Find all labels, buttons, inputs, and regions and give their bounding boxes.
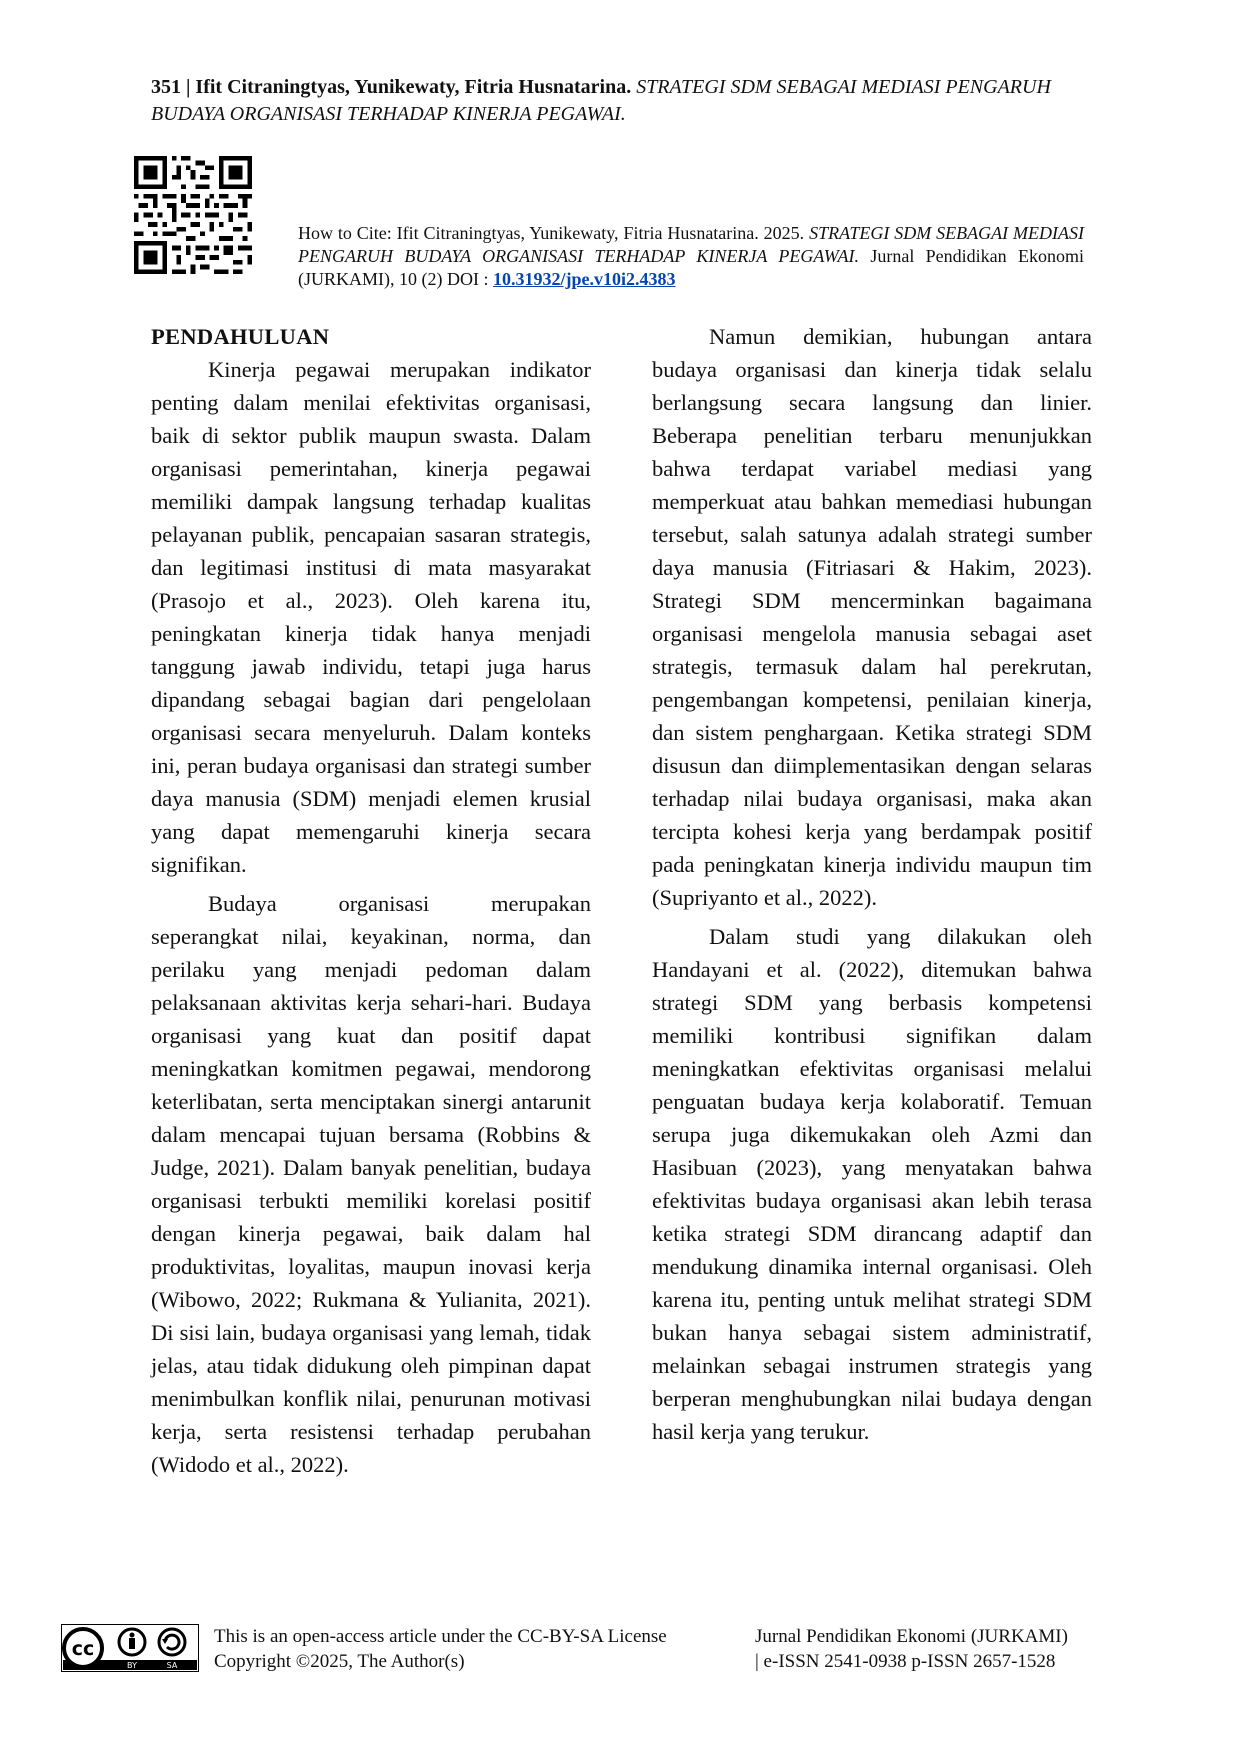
how-to-cite xyxy=(298,222,1084,291)
cc-label: cc xyxy=(71,1638,95,1660)
cite-title: STRATEGI SDM SEBAGAI MEDIASI PENGARUH BUDAYA ORGANISASI TERHADAP KINERJA PEGAWAI. xyxy=(298,223,1084,266)
page-number: 351 xyxy=(151,76,181,98)
doi-link[interactable]: 10.31932/jpe.v10i2.4383 xyxy=(492,269,676,289)
running-head-title: STRATEGI SDM SEBAGAI MEDIASI PENGARUH BUDAYA ORGANISASI TERHADAP KINERJA PEGAWAI. xyxy=(151,76,1051,125)
running-head xyxy=(151,74,1095,128)
running-head-authors: Ifit Citraningtyas, Yunikewaty, Fitria Husnatarina. xyxy=(195,76,632,98)
cite-journal: Jurnal Pendidikan Ekonomi (JURKAMI), 10 (2) DOI : xyxy=(298,246,1084,289)
paragraph: Dalam studi yang dilakukan oleh Handayani et al. (2022), ditemukan bahwa strategi SDM yang berbasis kompetensi memiliki kontribusi signifikan dalam meningkatkan efektivitas organisasi melalui penguatan budaya kerja kolaboratif. Temuan serupa juga dikemukakan oleh Azmi dan Hasibuan (2023), yang menyatakan bahwa efektivitas budaya organisasi akan lebih terasa ketika strategi SDM dirancang adaptif dan mendukung dinamika internal organisasi. Oleh karena itu, penting untuk melihat strategi SDM bukan hanya sebagai sistem administratif, melainkan sebagai instrumen strategis yang berperan menghubungkan nilai budaya dengan hasil kerja yang terukur. xyxy=(652,924,1092,1444)
journal-name: Jurnal Pendidikan Ekonomi (JURKAMI) xyxy=(755,1626,1068,1647)
license-notice xyxy=(214,1624,734,1674)
sa-label: SA xyxy=(166,1661,178,1670)
copyright: Copyright ©2025, The Author(s) xyxy=(214,1651,465,1672)
separator: | xyxy=(186,76,191,98)
license-text: This is an open-access article under the CC-BY-SA License xyxy=(214,1626,667,1647)
cc-by-sa-license-icon[interactable] xyxy=(61,1624,199,1672)
section-heading: PENDAHULUAN xyxy=(151,324,330,349)
qr-code-icon xyxy=(134,156,252,274)
left-column xyxy=(151,320,591,1487)
paragraph: Kinerja pegawai merupakan indikator penting dalam menilai efektivitas organisasi, baik di sektor publik maupun swasta. Dalam organisasi pemerintahan, kinerja pegawai memiliki dampak langsung terhadap kualitas pelayanan publik, pencapaian sasaran strategis, dan legitimasi institusi di mata masyarakat (Prasojo et al., 2023). Oleh karena itu, peningkatan kinerja tidak hanya menjadi tanggung jawab individu, tetapi juga harus dipandang sebagai bagian dari pengelolaan organisasi secara menyeluruh. Dalam konteks ini, peran budaya organisasi dan strategi sumber daya manusia (SDM) menjadi elemen krusial yang dapat memengaruhi kinerja secara signifikan. xyxy=(151,357,591,877)
paragraph: Budaya organisasi merupakan seperangkat nilai, keyakinan, norma, dan perilaku yang menjadi pedoman dalam pelaksanaan aktivitas kerja sehari-hari. Budaya organisasi yang kuat dan positif dapat meningkatkan komitmen pegawai, mendorong keterlibatan, serta menciptakan sinergi antarunit dalam mencapai tujuan bersama (Robbins & Judge, 2021). Dalam banyak penelitian, budaya organisasi terbukti memiliki korelasi positif dengan kinerja pegawai, baik dalam hal produktivitas, loyalitas, maupun inovasi kerja (Wibowo, 2022; Rukmana & Yulianita, 2021). Di sisi lain, budaya organisasi yang lemah, tidak jelas, atau tidak didukung oleh pimpinan dapat menimbulkan konflik nilai, penurunan motivasi kerja, serta resistensi terhadap perubahan (Widodo et al., 2022). xyxy=(151,891,591,1477)
journal-info xyxy=(755,1624,1175,1674)
issn: | e-ISSN 2541-0938 p-ISSN 2657-1528 xyxy=(755,1651,1056,1672)
cite-prefix: How to Cite: Ifit Citraningtyas, Yunikewaty, Fitria Husnatarina. 2025. xyxy=(298,223,805,243)
right-column xyxy=(652,320,1092,1454)
paragraph: Namun demikian, hubungan antara budaya organisasi dan kinerja tidak selalu berlangsung secara langsung dan linier. Beberapa penelitian terbaru menunjukkan bahwa terdapat variabel mediasi yang memperkuat atau bahkan memediasi hubungan tersebut, salah satunya adalah strategi sumber daya manusia (Fitriasari & Hakim, 2023). Strategi SDM mencerminkan bagaimana organisasi mengelola manusia sebagai aset strategis, termasuk dalam hal perekrutan, pengembangan kompetensi, penilaian kinerja, dan sistem penghargaan. Ketika strategi SDM disusun dan diimplementasikan dengan selaras terhadap nilai budaya organisasi, maka akan tercipta kohesi kerja yang berdampak positif pada peningkatan kinerja individu maupun tim (Supriyanto et al., 2022). xyxy=(652,324,1092,910)
by-label: BY xyxy=(127,1661,137,1670)
